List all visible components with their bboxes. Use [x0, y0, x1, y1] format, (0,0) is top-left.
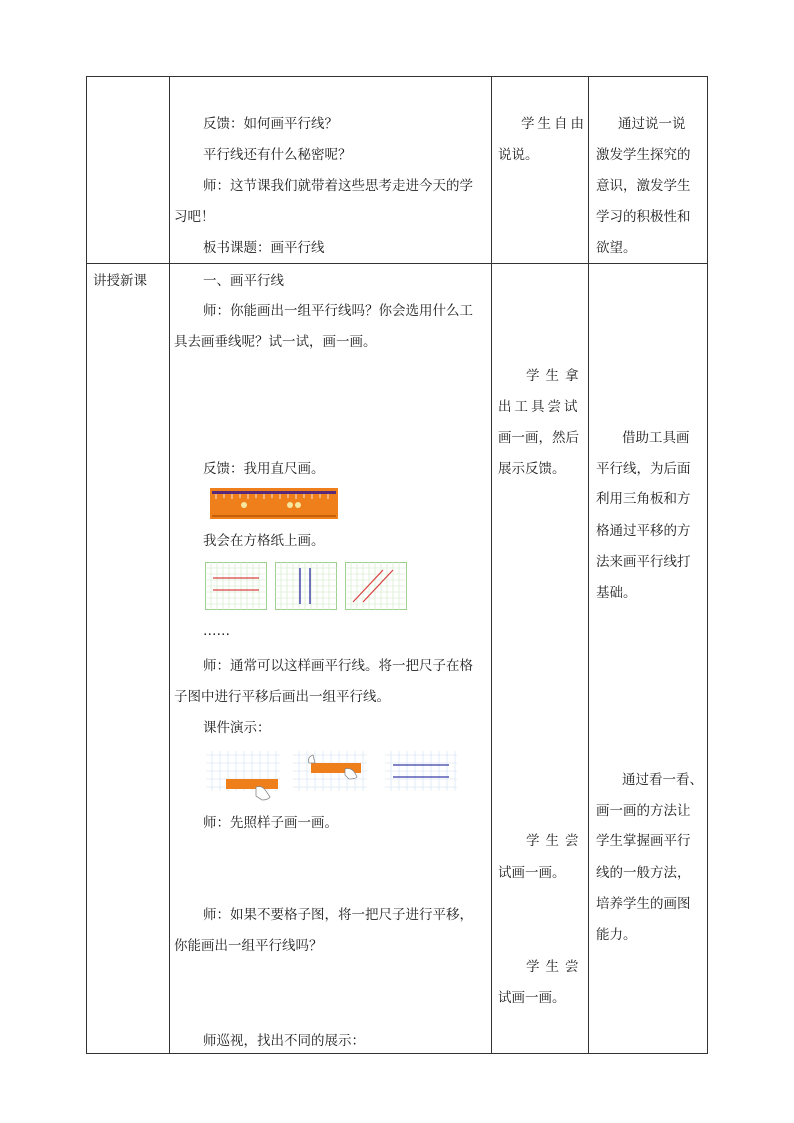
design-intent: 法来画平行线打 [596, 554, 691, 570]
content-line: 我会在方格纸上画。 [203, 533, 325, 549]
design-intent: 意识，激发学生 [596, 178, 691, 194]
demo-step-3-image [385, 751, 457, 791]
grid-vertical-lines [275, 562, 337, 610]
col-divider [491, 77, 492, 1053]
content-line: 反馈：我用直尺画。 [203, 461, 325, 477]
content-line: 师：这节课我们就带着这些思考走进今天的学 [203, 178, 473, 194]
design-intent: 学习的积极性和 [596, 209, 691, 225]
demo-step-2-image [293, 751, 367, 791]
student-activity: 学生自由 [521, 116, 587, 132]
content-line: 师巡视，找出不同的展示： [203, 1033, 365, 1049]
design-intent: 画一画的方法让 [596, 803, 691, 819]
design-intent: 借助工具画 [622, 430, 690, 446]
ruler-image [210, 488, 338, 519]
grid-diagonal-lines [345, 562, 407, 610]
student-activity: 出工具尝试 [498, 399, 581, 415]
student-activity: 画一画，然后 [498, 430, 579, 446]
design-intent: 平行线，为后面 [596, 461, 691, 477]
content-line: 反馈：如何画平行线？ [203, 116, 338, 132]
student-activity: 学生尝 [526, 833, 585, 849]
design-intent: 学生掌握画平行 [596, 833, 691, 849]
demo-step-1-image [206, 751, 280, 801]
student-activity: 说说。 [498, 147, 539, 163]
ellipsis: …… [203, 623, 230, 639]
section-heading: 一、画平行线 [203, 273, 284, 289]
design-intent: 格通过平移的方 [596, 523, 691, 539]
col-divider [169, 77, 170, 1053]
design-intent: 欲望。 [596, 240, 637, 256]
student-activity: 展示反馈。 [498, 461, 566, 477]
design-intent: 通过说一说 [618, 116, 686, 132]
content-line: 具去画垂线呢？试一试，画一画。 [174, 334, 377, 350]
design-intent: 通过看一看、 [622, 772, 703, 788]
design-intent: 激发学生探究的 [596, 147, 691, 163]
student-activity: 试画一画。 [498, 990, 566, 1006]
content-line: 师：如果不要格子图，将一把尺子进行平移， [203, 907, 473, 923]
design-intent: 培养学生的画图 [596, 896, 691, 912]
stage-label: 讲授新课 [93, 273, 147, 289]
content-line: 师：你能画出一组平行线吗？你会选用什么工 [203, 303, 473, 319]
row-divider [87, 263, 707, 264]
content-line: 课件演示： [203, 720, 271, 736]
content-line: 板书课题：画平行线 [203, 240, 325, 256]
content-line: 师：先照样子画一画。 [203, 815, 338, 831]
grid-horizontal-lines [205, 562, 267, 610]
content-line: 师：通常可以这样画平行线。将一把尺子在格 [203, 658, 473, 674]
student-activity: 试画一画。 [498, 865, 566, 881]
content-line: 子图中进行平移后画出一组平行线。 [174, 689, 390, 705]
design-intent: 能力。 [596, 927, 637, 943]
content-line: 习吧！ [174, 209, 215, 225]
student-activity: 学生拿 [526, 368, 585, 384]
design-intent: 基础。 [596, 585, 637, 601]
design-intent: 利用三角板和方 [596, 491, 691, 507]
col-divider [588, 77, 589, 1053]
design-intent: 线的一般方法， [596, 865, 691, 881]
content-line: 平行线还有什么秘密呢？ [203, 147, 352, 163]
student-activity: 学生尝 [526, 959, 585, 975]
content-line: 你能画出一组平行线吗？ [174, 938, 323, 954]
